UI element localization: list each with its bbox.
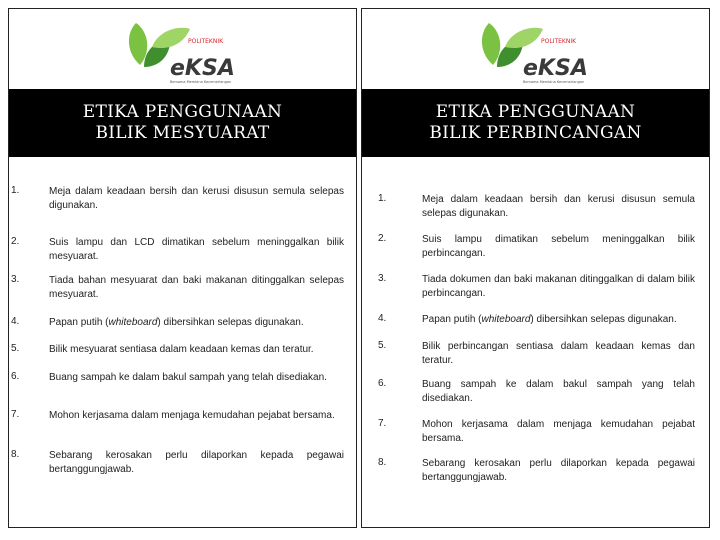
rule-text: Mohon kerjasama dalam menjaga kemudahan pejabat bersama. [422, 419, 695, 444]
rule-number: 5. [11, 343, 20, 354]
svg-text:Bersama Membina Kecemerlangan: Bersama Membina Kecemerlangan [169, 80, 231, 84]
rule-number: 8. [11, 449, 20, 460]
rule-number: 7. [378, 418, 387, 429]
rule-item [9, 316, 356, 330]
left-panel [8, 8, 357, 528]
rule-item [9, 274, 356, 302]
svg-text:POLITEKNIK: POLITEKNIK [540, 38, 576, 45]
svg-text:eKSA: eKSA [169, 56, 235, 81]
rule-item [9, 185, 356, 213]
rule-item [362, 193, 709, 221]
rule-text: Tiada dokumen dan baki makanan ditinggalkan di dalam bilik perbincangan. [422, 274, 695, 299]
rule-item [9, 409, 356, 423]
rule-text: Papan putih (whiteboard) dibersihkan selepas digunakan. [49, 317, 304, 328]
rule-item [9, 343, 356, 357]
rule-item [9, 371, 356, 385]
rule-text: Suis lampu dimatikan sebelum meninggalkan bilik perbincangan. [422, 234, 695, 259]
rule-item [362, 273, 709, 301]
svg-text:eKSA: eKSA [522, 56, 588, 81]
logo-graphic [118, 19, 248, 89]
logo-graphic [471, 19, 601, 89]
rule-item [362, 313, 709, 327]
rule-text: Bilik perbincangan sentiasa dalam keadaan kemas dan teratur. [422, 341, 695, 366]
rule-number: 2. [11, 236, 20, 247]
rule-item [362, 418, 709, 446]
rule-number: 6. [11, 371, 20, 382]
rule-number: 3. [11, 274, 20, 285]
rule-text: Bilik mesyuarat sentiasa dalam keadaan kemas dan teratur. [49, 344, 314, 355]
logo [118, 19, 248, 89]
rule-text: Papan putih (whiteboard) dibersihkan selepas digunakan. [422, 314, 677, 325]
rule-number: 2. [378, 233, 387, 244]
rule-number: 4. [11, 316, 20, 327]
rule-number: 6. [378, 378, 387, 389]
rule-item [362, 378, 709, 406]
rule-number: 3. [378, 273, 387, 284]
rule-text: Sebarang kerosakan perlu dilaporkan kepada pegawai bertanggungjawab. [422, 458, 695, 483]
rule-number: 5. [378, 340, 387, 351]
rule-number: 1. [378, 193, 387, 204]
rule-number: 4. [378, 313, 387, 324]
panel-title: ETIKA PENGGUNAAN BILIK PERBINCANGAN [429, 102, 642, 143]
svg-text:Bersama Membina Kecemerlangan: Bersama Membina Kecemerlangan [522, 80, 584, 84]
rule-item [362, 340, 709, 368]
rule-text: Meja dalam keadaan bersih dan kerusi disusun semula selepas digunakan. [49, 186, 344, 211]
title-band [362, 89, 709, 157]
right-panel [361, 8, 710, 528]
rule-text: Sebarang kerosakan perlu dilaporkan kepada pegawai bertanggungjawab. [49, 450, 344, 475]
svg-text:POLITEKNIK: POLITEKNIK [187, 38, 223, 45]
logo [471, 19, 601, 89]
rule-item [362, 233, 709, 261]
rule-item [9, 236, 356, 264]
rule-text: Buang sampah ke dalam bakul sampah yang telah disediakan. [422, 379, 695, 404]
rule-number: 7. [11, 409, 20, 420]
rule-text: Buang sampah ke dalam bakul sampah yang telah disediakan. [49, 372, 327, 383]
rule-text: Suis lampu dan LCD dimatikan sebelum meninggalkan bilik mesyuarat. [49, 237, 344, 262]
rule-item [9, 449, 356, 477]
rule-text: Meja dalam keadaan bersih dan kerusi disusun semula selepas digunakan. [422, 194, 695, 219]
panel-title: ETIKA PENGGUNAAN BILIK MESYUARAT [82, 102, 283, 143]
rule-number: 8. [378, 457, 387, 468]
title-band [9, 89, 356, 157]
rule-item [362, 457, 709, 485]
rule-text: Tiada bahan mesyuarat dan baki makanan ditinggalkan selepas mesyuarat. [49, 275, 344, 300]
rule-text: Mohon kerjasama dalam menjaga kemudahan pejabat bersama. [49, 410, 335, 421]
rule-number: 1. [11, 185, 20, 196]
